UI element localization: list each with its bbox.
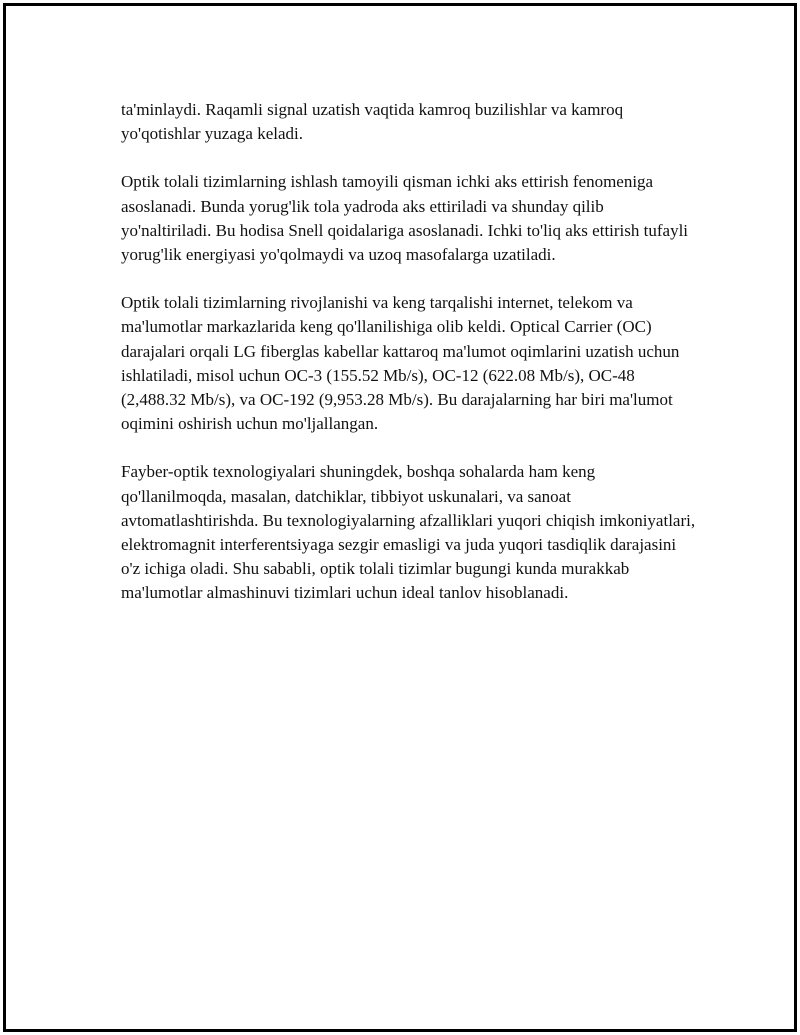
paragraph-3: Optik tolali tizimlarning rivojlanishi va keng tarqalishi internet, telekom va ma'lumotlar markazlarida keng qo'llanilishiga olib keldi. Optical Carrier (OC) darajalari orqali LG fiberglas kabellar kattaroq ma'lumot oqimlarini uzatish uchun ishlatiladi, misol uchun OC-3 (155.52 Mb/s), OC-12 (622.08 Mb/s), OC-48 (2,488.32 Mb/s), va OC-192 (9,953.28 Mb/s). Bu darajalarning har biri ma'lumot oqimini oshirish uchun mo'ljallangan. <box>121 293 680 434</box>
document-body <box>121 98 696 630</box>
page-border <box>3 3 797 1032</box>
paragraph-1: ta'minlaydi. Raqamli signal uzatish vaqtida kamroq buzilishlar va kamroq yo'qotishlar yuzaga keladi. <box>121 100 624 144</box>
paragraph-2: Optik tolali tizimlarning ishlash tamoyili qisman ichki aks ettirish fenomeniga asoslanadi. Bunda yorug'lik tola yadroda aks ettiriladi va shunday qilib yo'naltiriladi. Bu hodisa Snell qoidalariga asoslanadi. Ichki to'liq aks ettirish tufayli yorug'lik energiyasi yo'qolmaydi va uzoq masofalarga uzatiladi. <box>121 172 689 265</box>
paragraph-4: Fayber-optik texnologiyalari shuningdek, boshqa sohalarda ham keng qo'llanilmoqda, masalan, datchiklar, tibbiyot uskunalari, va sanoat avtomatlashtirishda. Bu texnologiyalarning afzalliklari yuqori chiqish imkoniyatlari, elektromagnit interferentsiyaga sezgir emasligi va juda yuqori tasdiqlik darajasini o'z ichiga oladi. Shu sababli, optik tolali tizimlar bugungi kunda murakkab ma'lumotlar almashinuvi tizimlari uchun ideal tanlov hisoblanadi. <box>121 462 696 603</box>
